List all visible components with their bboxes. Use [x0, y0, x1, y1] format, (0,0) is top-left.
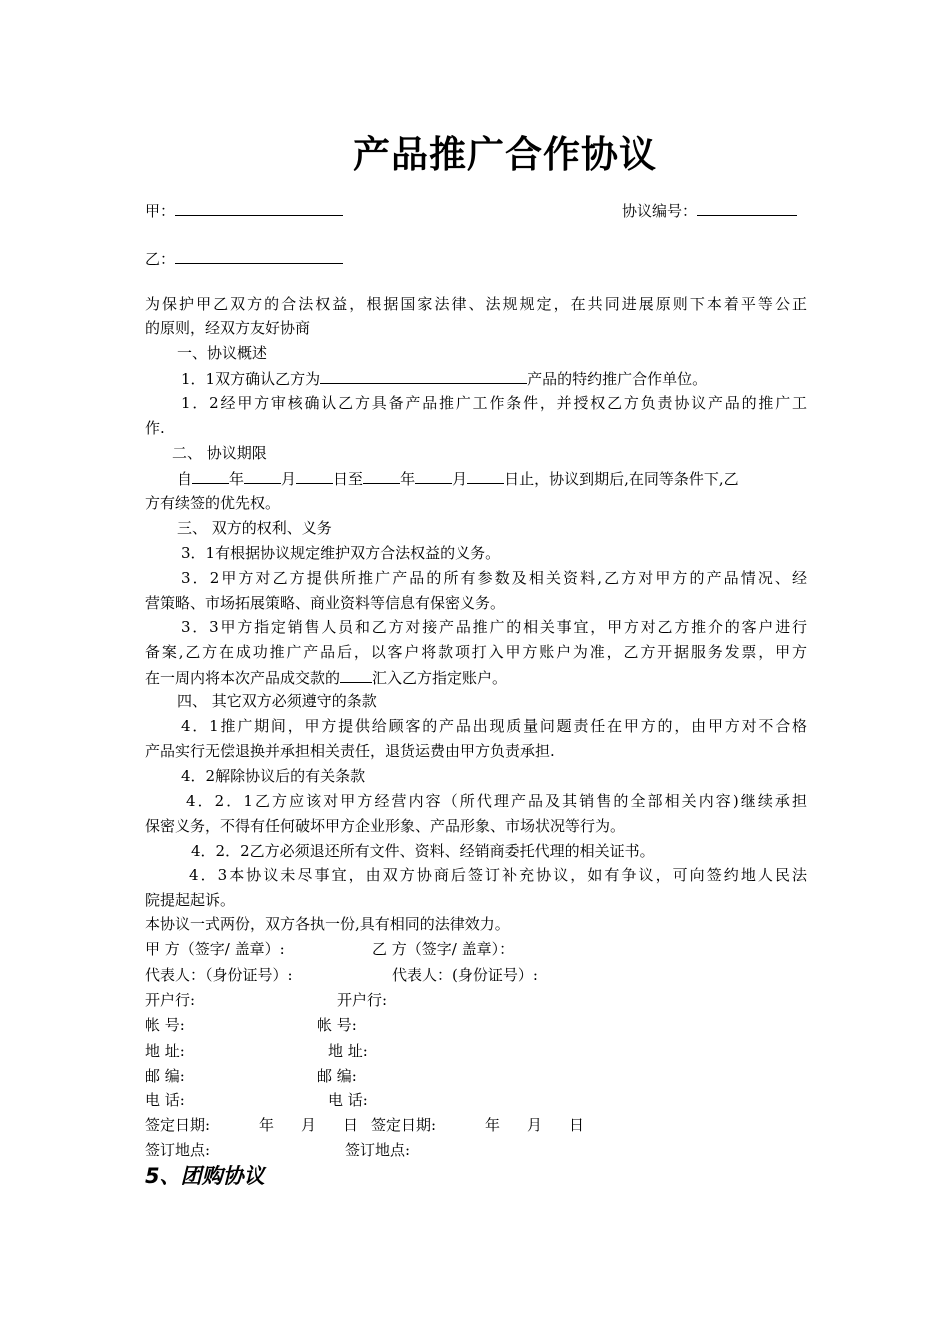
party-b-year: 年 [485, 1116, 501, 1134]
clause-3-3-line-3-text: 在一周内将本次产品成交款的 [145, 669, 341, 687]
party-a-signature: 甲 方（签字/ 盖章）: [145, 940, 285, 958]
clause-3-1: 3．1有根据协议规定维护双方合法权益的义务。 [181, 544, 501, 562]
party-a-label: 甲： [145, 202, 176, 220]
clause-4-3-line-1: 4．3本协议未尽事宜，由双方协商后签订补充协议，如有争议，可向签约地人民法 [189, 866, 807, 884]
agreement-number-label: 协议编号： [622, 202, 698, 220]
party-b-blank [175, 248, 343, 264]
clause-3-3-line-3-tail: 汇入乙方指定账户。 [372, 669, 508, 687]
end-day-blank [467, 468, 504, 484]
next-section-heading: 5、团购协议 [145, 1164, 265, 1188]
party-a-phone: 电 话: [145, 1091, 185, 1109]
clause-1-2-line-2: 作. [145, 419, 165, 437]
term-year: 年 [229, 470, 245, 488]
party-a-sign-place: 签订地点: [145, 1141, 211, 1159]
intro-line-2: 的原则，经双方友好协商 [145, 319, 311, 337]
party-b-phone: 电 话: [328, 1091, 368, 1109]
party-a-month: 月 [301, 1116, 317, 1134]
product-blank [320, 368, 527, 384]
section-2-heading: 二、 协议期限 [172, 444, 267, 462]
clause-1-1 [181, 368, 707, 389]
start-month-blank [244, 468, 281, 484]
party-a-day: 日 [343, 1116, 359, 1134]
party-b-representative: 代表人：(身份证号）: [392, 966, 538, 984]
start-day-blank [296, 468, 333, 484]
agreement-number-field [622, 200, 797, 221]
term-line-1 [177, 468, 739, 489]
party-b-address: 地 址: [328, 1042, 368, 1060]
term-year-2: 年 [400, 470, 416, 488]
end-month-blank [415, 468, 452, 484]
term-month: 月 [281, 470, 297, 488]
term-from: 自 [177, 470, 193, 488]
term-month-2: 月 [452, 470, 468, 488]
clause-4-3-line-2: 院提起起诉。 [145, 891, 236, 909]
party-b-field [145, 248, 343, 269]
party-b-label: 乙： [145, 250, 176, 268]
clause-3-2-line-1: 3．2甲方对乙方提供所推广产品的所有参数及相关资料,乙方对甲方的产品情况、经 [181, 569, 807, 587]
party-a-postcode: 邮 编: [145, 1067, 185, 1085]
section-3-heading: 三、 双方的权利、义务 [177, 519, 332, 537]
party-b-sign-date-label: 签定日期: [371, 1116, 437, 1134]
term-end: 日止，协议到期后,在同等条件下,乙 [504, 470, 739, 488]
party-a-account: 帐 号: [145, 1016, 185, 1034]
section-4-heading: 四、 其它双方必须遵守的条款 [177, 692, 377, 710]
party-a-field [145, 200, 343, 221]
party-b-postcode: 邮 编: [317, 1067, 357, 1085]
party-a-year: 年 [259, 1116, 275, 1134]
clause-4-1-line-1: 4．1推广期间，甲方提供给顾客的产品出现质量问题责任在甲方的，由甲方对不合格 [181, 717, 807, 735]
term-line-2: 方有续签的优先权。 [145, 494, 281, 512]
clause-3-2-line-2: 营策略、市场拓展策略、商业资料等信息有保密义务。 [145, 594, 506, 612]
party-a-sign-date-label: 签定日期: [145, 1116, 211, 1134]
party-a-bank: 开户行: [145, 991, 196, 1009]
clause-3-3-line-1: 3．3甲方指定销售人员和乙方对接产品推广的相关事宜，甲方对乙方推介的客户进行 [181, 618, 807, 636]
clause-4-2-2: 4．2．2乙方必须退还所有文件、资料、经销商委托代理的相关证书。 [191, 842, 655, 860]
clause-4-1-line-2: 产品实行无偿退换并承担相关责任，退货运费由甲方负责承担. [145, 742, 555, 760]
document-title: 产品推广合作协议 [353, 133, 657, 176]
party-a-representative: 代表人：（身份证号）: [145, 966, 293, 984]
agreement-number-blank [697, 200, 797, 216]
party-b-signature: 乙 方（签字/ 盖章）： [372, 940, 515, 958]
party-a-address: 地 址: [145, 1042, 185, 1060]
party-b-bank: 开户行: [337, 991, 388, 1009]
party-a-blank [175, 200, 343, 216]
clause-1-2-line-1: 1．2经甲方审核确认乙方具备产品推广工作条件，并授权乙方负责协议产品的推广工 [181, 394, 807, 412]
start-year-blank [192, 468, 229, 484]
clause-4-2-1-line-2: 保密义务，不得有任何破坏甲方企业形象、产品形象、市场状况等行为。 [145, 817, 626, 835]
clause-4-2: 4．2解除协议后的有关条款 [181, 767, 366, 785]
clause-3-3-line-3 [145, 667, 507, 688]
intro-line-1: 为保护甲乙双方的合法权益，根据国家法律、法规规定，在共同进展原则下本着平等公正 [145, 295, 807, 313]
party-b-day: 日 [569, 1116, 585, 1134]
clause-4-2-1-line-1: 4．2．1乙方应该对甲方经营内容（所代理产品及其销售的全部相关内容)继续承担 [186, 792, 807, 810]
clause-1-1-text: 1．1双方确认乙方为 [181, 370, 321, 388]
term-day-to: 日至 [333, 470, 364, 488]
closing-statement: 本协议一式两份，双方各执一份,具有相同的法律效力。 [145, 915, 510, 933]
amount-blank [340, 667, 372, 683]
party-b-account: 帐 号: [317, 1016, 357, 1034]
party-b-sign-place: 签订地点: [345, 1141, 411, 1159]
clause-3-3-line-2: 备案,乙方在成功推广产品后，以客户将款项打入甲方账户为准，乙方开据服务发票，甲方 [145, 643, 807, 661]
party-b-month: 月 [527, 1116, 543, 1134]
section-1-heading: 一、协议概述 [177, 344, 268, 362]
end-year-blank [363, 468, 400, 484]
clause-1-1-tail: 产品的特约推广合作单位。 [527, 370, 708, 388]
